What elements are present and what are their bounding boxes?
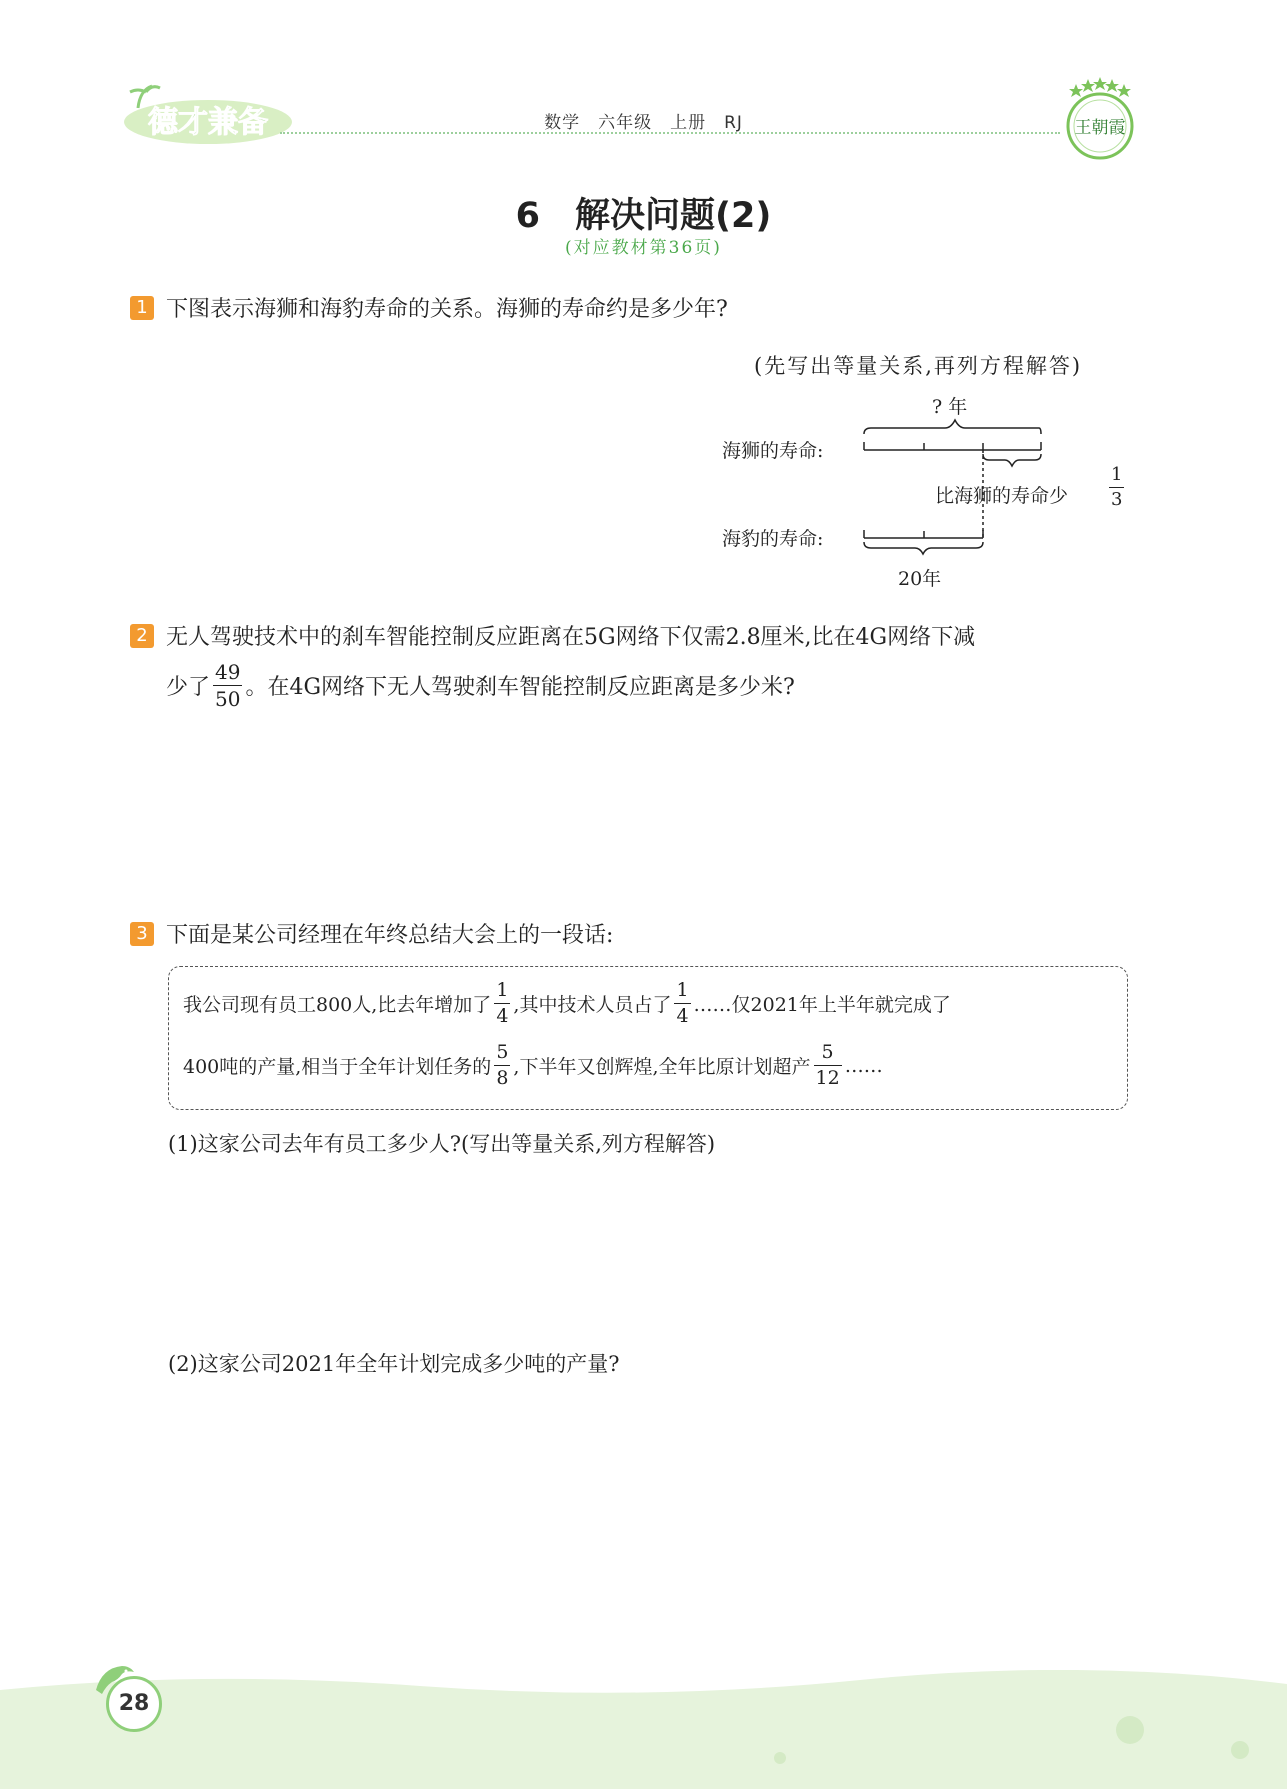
- question-1-badge: 1: [130, 296, 154, 320]
- diagram-seal-label: 海豹的寿命:: [722, 528, 824, 550]
- quote-line-1: 我公司现有员工800人,比去年增加了 $\frac{1}{4}$ ,其中技术人员占了 $\frac{1}{4}$ ……仅2021年上半年就完成了: [183, 979, 951, 1027]
- question-3-part-1: (1)这家公司去年有员工多少人?(写出等量关系,列方程解答): [168, 1132, 716, 1156]
- quote-line-2: 400吨的产量,相当于全年计划任务的 $\frac{5}{8}$ ,下半年又创辉煌,全年比原计划超产 $\frac{5}{12}$ ……: [183, 1041, 883, 1089]
- diagram-sealion-label: 海狮的寿命:: [722, 440, 824, 462]
- question-3-badge: 3: [130, 922, 154, 946]
- question-1-text: 下图表示海狮和海豹寿命的关系。海狮的寿命约是多少年?: [166, 297, 728, 322]
- footer-background: [0, 1670, 1287, 1789]
- question-2-line-2: 少了 $\frac{49}{50}$ 。在4G网络下无人驾驶刹车智能控制反应距离是多少米?: [166, 660, 795, 711]
- manager-quote-box: [168, 966, 1128, 1110]
- diagram-total-label: ? 年: [932, 396, 968, 418]
- seal-brace: [864, 542, 983, 554]
- page-title: 6 解决问题(2): [515, 196, 772, 236]
- question-3-text: 下面是某公司经理在年终总结大会上的一段话:: [166, 923, 614, 948]
- header-subject: 数学 六年级 上册 RJ: [544, 113, 743, 133]
- page-number: 28: [106, 1676, 162, 1732]
- question-2-fraction: $\frac{49}{50}$: [215, 660, 241, 711]
- question-2-line-1: 无人驾驶技术中的刹车智能控制反应距离在5G网络下仅需2.8厘米,比在4G网络下减: [166, 625, 976, 650]
- page-header: [0, 0, 1287, 150]
- less-part-brace: [983, 454, 1041, 466]
- diagram-less-label: 比海狮的寿命少: [935, 485, 1069, 507]
- question-1-instruction: (先写出等量关系,再列方程解答): [754, 354, 1083, 378]
- diagram-lines: [855, 410, 1055, 590]
- question-2-badge: 2: [130, 624, 154, 648]
- question-3-part-2: (2)这家公司2021年全年计划完成多少吨的产量?: [168, 1352, 620, 1376]
- svg-text:德才兼备: 德才兼备: [148, 105, 268, 140]
- diagram-less-fraction: $\frac{1}{3}$: [1111, 464, 1123, 510]
- diagram-seal-value-label: 20年: [898, 568, 942, 590]
- svg-text:王朝霞: 王朝霞: [1074, 118, 1126, 138]
- sealion-total-brace: [864, 420, 1041, 434]
- seal-logo: [1060, 76, 1140, 164]
- textbook-reference: (对应教材第36页): [565, 238, 722, 258]
